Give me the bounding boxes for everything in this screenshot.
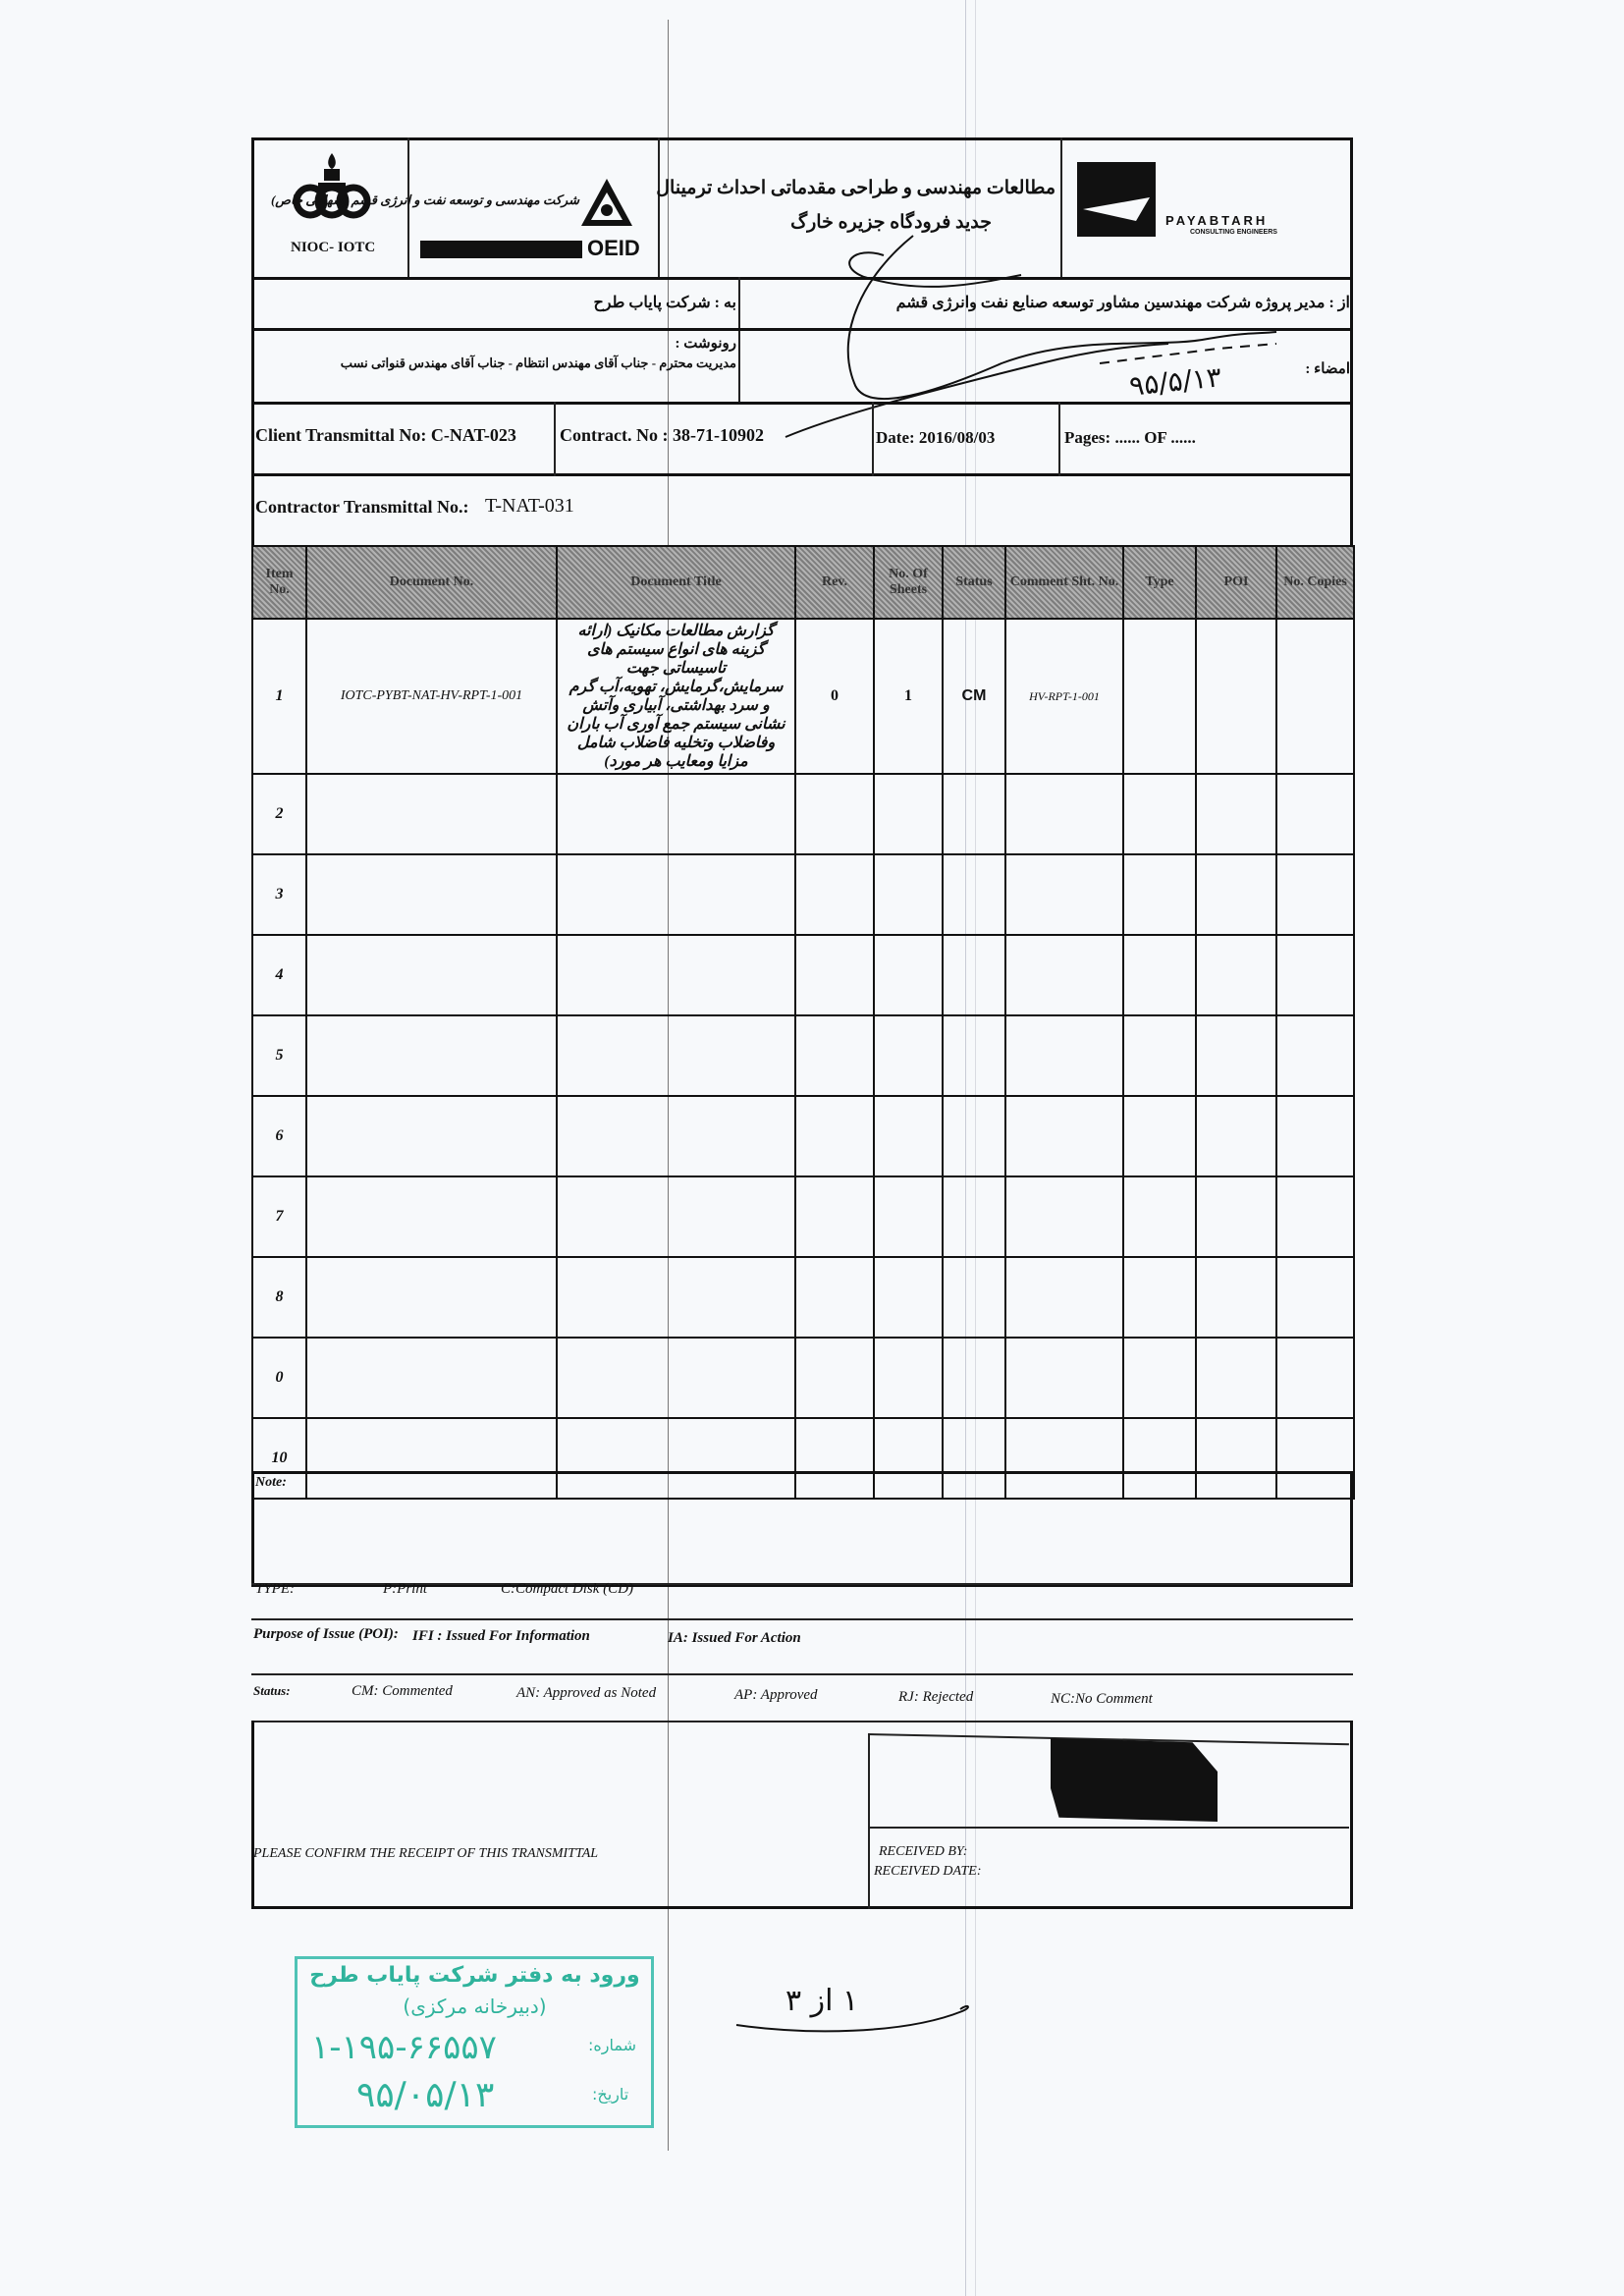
divider bbox=[1058, 402, 1060, 476]
stamp-line2: (دبیرخانه مرکزی) bbox=[403, 1995, 547, 2018]
contract-no: Contract. No : 38-71-10902 bbox=[560, 425, 764, 445]
table-row bbox=[252, 619, 1354, 774]
status-cm: CM: Commented bbox=[352, 1683, 453, 1699]
status-label: Status: bbox=[253, 1683, 291, 1698]
table-row bbox=[252, 1096, 1354, 1176]
type-cd: C:Compact Disk (CD) bbox=[501, 1581, 633, 1597]
contractor-transmittal-label: Contractor Transmittal No.: bbox=[255, 497, 469, 517]
cc-value: مدیریت محترم - جناب آقای مهندس انتظام - جناب آقای مهندس قنواتی نسب bbox=[340, 355, 736, 370]
cell-item: 0 bbox=[252, 1338, 306, 1418]
cell-doc-no: IOTC-PYBT-NAT-HV-RPT-1-001 bbox=[306, 619, 557, 774]
cell-item: 1 bbox=[252, 619, 306, 774]
cell-item: 5 bbox=[252, 1015, 306, 1096]
received-by: RECEIVED BY: bbox=[879, 1844, 968, 1859]
table-row bbox=[252, 1176, 1354, 1257]
header-document-title: Document Title bbox=[557, 546, 795, 619]
divider bbox=[251, 1618, 1353, 1620]
project-title-line1: مطالعات مهندسی و طراحی مقدماتی احداث ترمینال bbox=[656, 178, 1056, 198]
header-sheets: No. Of Sheets bbox=[874, 546, 943, 619]
redaction-bar bbox=[420, 241, 582, 258]
cell-item: 3 bbox=[252, 854, 306, 935]
header-comment-sheet: Comment Sht. No. bbox=[1005, 546, 1123, 619]
cc-label: رونوشت : bbox=[675, 336, 736, 352]
redaction-signature bbox=[1051, 1738, 1218, 1822]
divider bbox=[868, 1733, 870, 1909]
stamp-date-label: تاریخ: bbox=[592, 2085, 629, 2104]
cell-item: 4 bbox=[252, 935, 306, 1015]
confirm-text: PLEASE CONFIRM THE RECEIPT OF THIS TRANSMITTAL bbox=[253, 1846, 599, 1861]
header-rev: Rev. bbox=[795, 546, 874, 619]
type-label: TYPE: bbox=[255, 1581, 296, 1597]
nioc-label: NIOC- IOTC bbox=[291, 240, 376, 255]
cell-poi bbox=[1196, 619, 1276, 774]
pages-field: Pages: ...... OF ...... bbox=[1064, 428, 1196, 447]
cell-item: 10 bbox=[252, 1418, 306, 1499]
poi-label: Purpose of Issue (POI): bbox=[253, 1626, 399, 1642]
oeid-persian-name: شرکت مهندسی و توسعه نفت و انرژی قشم (سهامی خاص) bbox=[270, 192, 579, 207]
cell-item: 7 bbox=[252, 1176, 306, 1257]
to-field: به : شرکت پایاب طرح bbox=[593, 295, 736, 311]
table-row bbox=[252, 1015, 1354, 1096]
handwritten-date: ۹۵/۵/۱۳ bbox=[1127, 360, 1223, 403]
divider bbox=[658, 137, 660, 280]
status-an: AN: Approved as Noted bbox=[516, 1685, 657, 1701]
receipt-stamp bbox=[295, 1956, 654, 2128]
stamp-number-label: شماره: bbox=[588, 2036, 637, 2054]
cell-rev: 0 bbox=[795, 619, 874, 774]
divider bbox=[872, 402, 874, 476]
signature-label: امضاء : bbox=[1305, 361, 1350, 377]
stamp-line1: ورود به دفتر شرکت پایاب طرح bbox=[309, 1963, 640, 1988]
cell-status: CM bbox=[943, 619, 1005, 774]
received-date: RECEIVED DATE: bbox=[874, 1864, 982, 1879]
client-transmittal-no: Client Transmittal No: C-NAT-023 bbox=[255, 425, 516, 445]
document-table bbox=[251, 545, 1355, 1500]
cell-copies bbox=[1276, 619, 1354, 774]
payabtarh-name: PAYABTARH bbox=[1165, 213, 1269, 228]
oeid-label: OEID bbox=[587, 236, 640, 260]
nioc-logo bbox=[291, 147, 373, 226]
type-print: P:Print bbox=[383, 1581, 427, 1597]
handwritten-page-mark: ۱ از ۳ bbox=[785, 1984, 859, 2018]
cell-item: 8 bbox=[252, 1257, 306, 1338]
contractor-transmittal-value: T-NAT-031 bbox=[485, 495, 574, 517]
header-poi: POI bbox=[1196, 546, 1276, 619]
date-field: Date: 2016/08/03 bbox=[876, 428, 996, 447]
table-row bbox=[252, 774, 1354, 854]
status-ap: AP: Approved bbox=[734, 1687, 818, 1703]
status-nc: NC:No Comment bbox=[1051, 1691, 1153, 1707]
project-title-line2: جدید فرودگاه جزیره خارگ bbox=[790, 212, 992, 233]
cell-item: 6 bbox=[252, 1096, 306, 1176]
payabtarh-sub: CONSULTING ENGINEERS bbox=[1190, 229, 1277, 236]
poi-ia: IA: Issued For Action bbox=[668, 1630, 801, 1646]
divider bbox=[554, 402, 556, 476]
cell-type bbox=[1123, 619, 1196, 774]
cell-sheets: 1 bbox=[874, 619, 943, 774]
header-document-no: Document No. bbox=[306, 546, 557, 619]
divider bbox=[407, 137, 409, 280]
cell-doc-title: گزارش مطالعات مکانیک (ارائه گزینه های انواع سیستم های تاسیساتی جهت سرمایش،گرمایش، تهویه،آب گرم و سرد بهداشتی، آبیاری وآتش نشانی سیستم جمع آوری آب باران وفاضلاب وتخلیه فاضلاب شامل مزایا ومعایب هر مورد) bbox=[557, 619, 795, 774]
table-header-row bbox=[252, 546, 1354, 619]
page-mark-underline bbox=[727, 1974, 982, 2052]
table-row bbox=[252, 854, 1354, 935]
header-status: Status bbox=[943, 546, 1005, 619]
divider bbox=[868, 1827, 1349, 1829]
divider bbox=[251, 1673, 1353, 1675]
note-box bbox=[251, 1471, 1353, 1587]
header-item-no: Item No. bbox=[252, 546, 306, 619]
oeid-logo bbox=[579, 177, 634, 233]
cell-item: 2 bbox=[252, 774, 306, 854]
cell-comment: HV-RPT-1-001 bbox=[1005, 619, 1123, 774]
table-row bbox=[252, 1338, 1354, 1418]
poi-ifi: IFI : Issued For Information bbox=[412, 1628, 590, 1644]
table-row bbox=[252, 1257, 1354, 1338]
stamp-number-value: ۱-۱۹۵-۶۶۵۵۷ bbox=[311, 2028, 497, 2067]
table-row bbox=[252, 935, 1354, 1015]
from-field: از : مدیر پروژه شرکت مهندسین مشاور توسعه صنایع نفت وانرژی قشم bbox=[895, 295, 1350, 311]
status-rj: RJ: Rejected bbox=[898, 1689, 974, 1705]
note-label: Note: bbox=[255, 1475, 287, 1490]
header-copies: No. Copies bbox=[1276, 546, 1354, 619]
header-type: Type bbox=[1123, 546, 1196, 619]
stamp-date-value: ۹۵/۰۵/۱۳ bbox=[356, 2075, 495, 2115]
